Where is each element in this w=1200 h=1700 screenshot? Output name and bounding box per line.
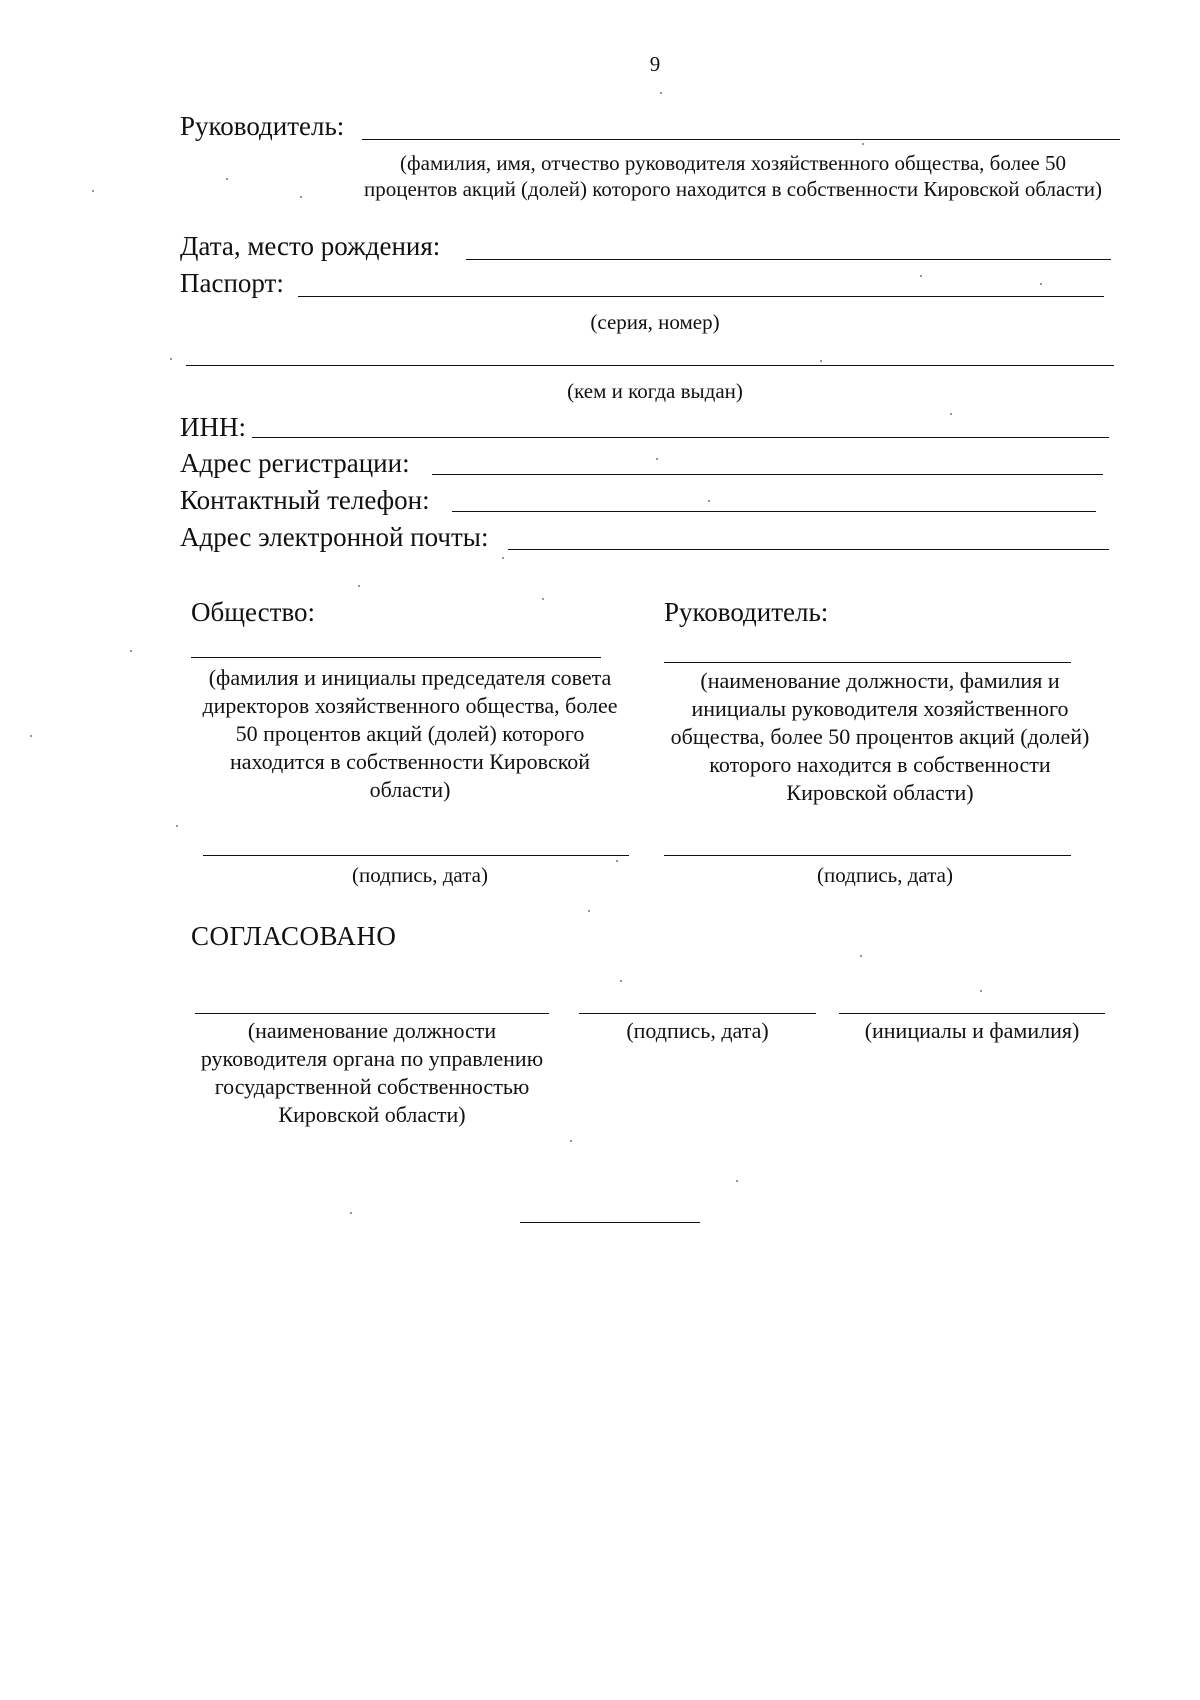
approval-sign-caption: (подпись, дата): [626, 1018, 769, 1043]
head-label: Руководитель:: [180, 111, 345, 141]
approval-position-caption: (наименование должности руководителя органа по управлению государственной собственностью Кировской области): [200, 1018, 544, 1127]
approval-name-line[interactable]: [839, 1013, 1105, 1014]
company-label: Общество:: [191, 597, 316, 627]
passport-issued-line[interactable]: [186, 365, 1114, 366]
closing-separator: [520, 1222, 700, 1223]
head-sign-line[interactable]: [664, 855, 1071, 856]
passport-number-line[interactable]: [298, 296, 1104, 297]
company-chair-line[interactable]: [191, 657, 601, 658]
head-sign-caption: (подпись, дата): [817, 863, 953, 887]
head-name-line[interactable]: [362, 139, 1120, 140]
phone-line[interactable]: [452, 511, 1096, 512]
approval-position-line[interactable]: [195, 1013, 549, 1014]
head-name-caption: (фамилия, имя, отчество руководителя хозяйственного общества, более 50 процентов акций (долей) которого находится в собственности Кировской области): [363, 151, 1103, 201]
phone-label: Контактный телефон:: [180, 485, 430, 515]
approval-title: СОГЛАСОВАНО: [191, 921, 397, 951]
passport-issued-caption: (кем и когда выдан): [567, 379, 743, 403]
inn-line[interactable]: [252, 437, 1109, 438]
company-sign-caption: (подпись, дата): [352, 863, 488, 887]
company-chair-caption: (фамилия и инициалы председателя совета директоров хозяйственного общества, более 50 процентов акций (долей) которого находится в собственности Кировской области): [202, 665, 618, 802]
head-position-line[interactable]: [664, 662, 1071, 663]
inn-label: ИНН:: [180, 412, 246, 442]
birth-line[interactable]: [466, 259, 1111, 260]
address-label: Адрес регистрации:: [180, 448, 410, 478]
address-line[interactable]: [432, 474, 1103, 475]
email-line[interactable]: [508, 549, 1109, 550]
birth-label: Дата, место рождения:: [180, 231, 441, 261]
passport-label: Паспорт:: [180, 268, 284, 298]
approval-sign-line[interactable]: [579, 1013, 816, 1014]
page-number: 9: [649, 52, 661, 76]
email-label: Адрес электронной почты:: [180, 522, 489, 552]
company-sign-line[interactable]: [203, 855, 629, 856]
head-position-caption: (наименование должности, фамилия и инициалы руководителя хозяйственного общества, более 50 процентов акций (долей) которого находится в собственности Кировской области): [670, 668, 1090, 805]
approval-name-caption: (инициалы и фамилия): [864, 1018, 1080, 1043]
head-sign-label: Руководитель:: [664, 597, 829, 627]
passport-number-caption: (серия, номер): [590, 310, 720, 334]
